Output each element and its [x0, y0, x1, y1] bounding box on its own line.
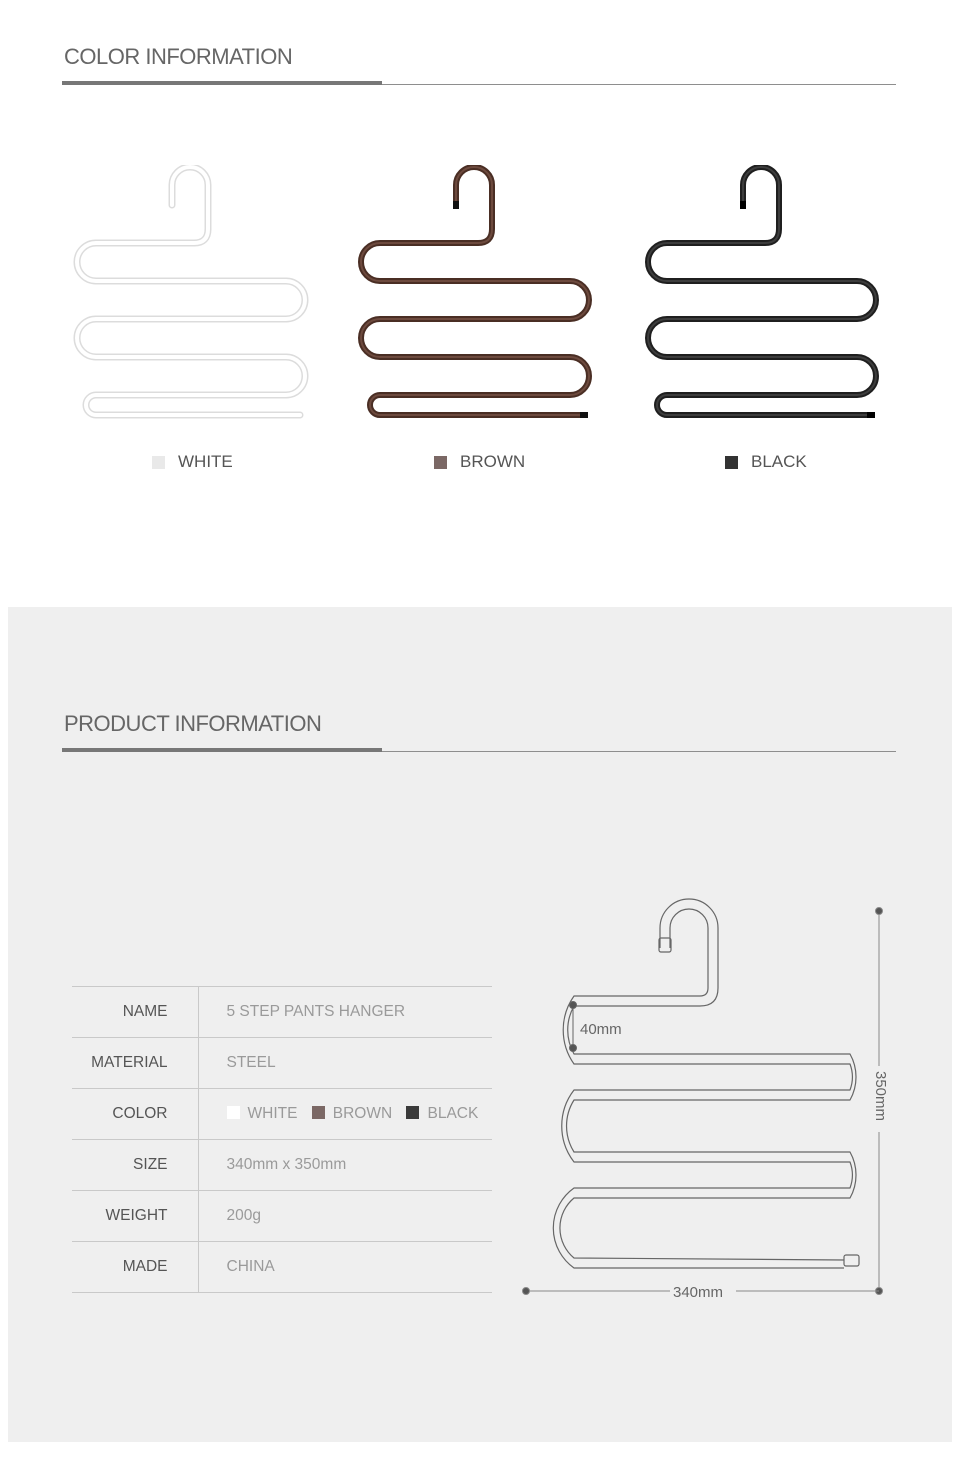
hanger-brown-image: [352, 165, 602, 430]
color-label-text: BLACK: [751, 452, 807, 471]
hanger-dimension-diagram: [510, 890, 910, 1310]
color-info-title: COLOR INFORMATION: [64, 44, 293, 69]
hanger-white-image: [68, 165, 318, 430]
product-info-title: PRODUCT INFORMATION: [64, 711, 322, 736]
table-row: [72, 987, 492, 1038]
spec-value: 5 STEP PANTS HANGER: [198, 987, 492, 1038]
color-info-divider-accent: [62, 81, 382, 85]
table-row: [72, 1140, 492, 1191]
spec-key: MADE: [72, 1242, 198, 1293]
color-option-label: WHITE: [247, 1105, 298, 1122]
black-swatch: [406, 1106, 419, 1119]
color-option-label: BLACK: [427, 1105, 479, 1122]
spec-value: 200g: [198, 1191, 492, 1242]
spec-value: STEEL: [198, 1038, 492, 1089]
color-option-label: BROWN: [332, 1105, 393, 1122]
spec-key: WEIGHT: [72, 1191, 198, 1242]
table-row: [72, 1191, 492, 1242]
color-label-text: WHITE: [178, 452, 233, 471]
spec-value: 340mm x 350mm: [198, 1140, 492, 1191]
color-label-white: [152, 452, 233, 472]
spec-key: COLOR: [72, 1089, 198, 1140]
hanger-black-image: [639, 165, 889, 430]
dimension-gap-label: 40mm: [580, 1021, 622, 1038]
spec-key: NAME: [72, 987, 198, 1038]
color-label-text: BROWN: [460, 452, 526, 471]
white-swatch: [152, 456, 165, 469]
color-label-brown: [434, 452, 525, 472]
spec-key: SIZE: [72, 1140, 198, 1191]
white-swatch: [227, 1106, 240, 1119]
spec-color-options: [198, 1089, 492, 1140]
black-swatch: [725, 456, 738, 469]
spec-value: CHINA: [198, 1242, 492, 1293]
dimension-width-label: 340mm: [673, 1284, 724, 1301]
spec-table: [72, 986, 492, 1293]
table-row: [72, 1242, 492, 1293]
table-row: [72, 1089, 492, 1140]
product-info-divider-accent: [62, 748, 382, 752]
brown-swatch: [434, 456, 447, 469]
brown-swatch: [312, 1106, 325, 1119]
spec-key: MATERIAL: [72, 1038, 198, 1089]
dimension-height-label: 350mm: [872, 1071, 889, 1122]
table-row: [72, 1038, 492, 1089]
color-label-black: [725, 452, 807, 472]
